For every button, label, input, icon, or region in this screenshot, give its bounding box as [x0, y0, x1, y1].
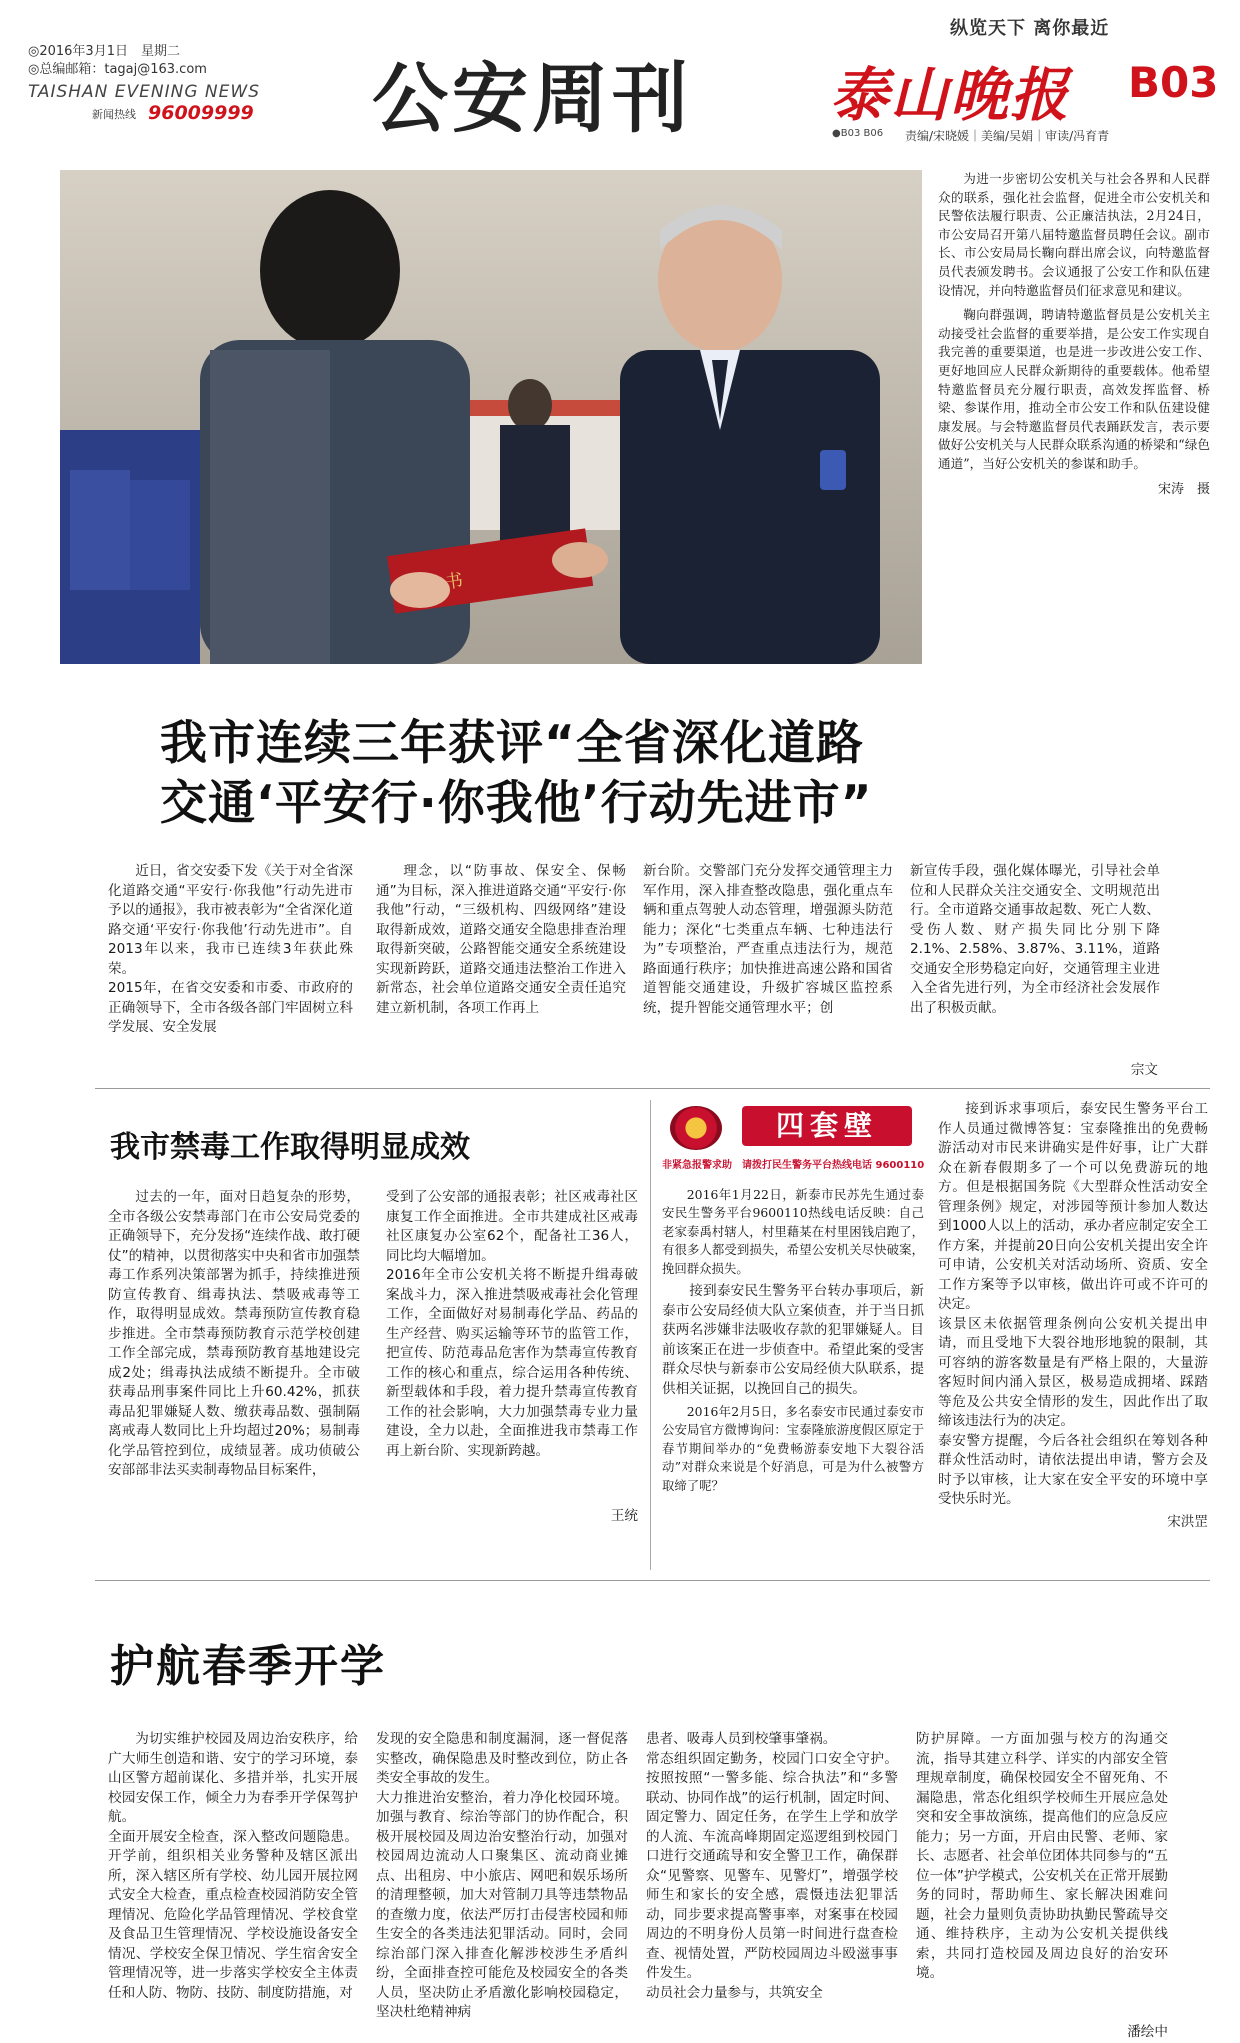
photo-illustration [60, 170, 922, 664]
hotline-number: 96009999 [148, 102, 254, 124]
article4-title: 护航春季开学 [110, 1641, 386, 1692]
article1-col4: 新宣传手段，强化媒体曝光，引导社会单位和人民群众关注交通安全、文明规范出行。全市道路交通事故起数、死亡人数、受伤人数、财产损失同比分别下降2.1%、2.58%、3.87%、3.11%，道路交通安全形势稳定向好，交通管理主业进入全省先进行列，为全市经济社会发展作出了积极贡献。 [910, 863, 1160, 1016]
article4-signature: 潘绘中 [1127, 2024, 1168, 2040]
column-divider [650, 1100, 651, 1570]
photo-credit: 宋涛 摄 [1157, 481, 1210, 497]
article3-logo-subtitle: 非紧急报警求助 请拨打民生警务平台热线电话 9600110 [662, 1160, 925, 1171]
article3-para-3: 2016年2月5日，多名泰安市民通过泰安市公安局官方微博询问：宝泰隆旅游度假区原定于春节期间举办的“免费畅游泰安地下大裂谷活动”对群众来说是个好消息，可是为什么被警方取缔了呢？ [662, 1404, 924, 1493]
meeting-photo [60, 170, 922, 664]
article3-para-1: 2016年1月22日，新泰市民苏先生通过泰安民生警务平台9600110热线电话反映：自己老家泰禹村辖人，村里藉某在村里困钱启跑了，有很多人都受到损失，希望公安机关尽快破案，挽回群众损失。 [662, 1187, 924, 1276]
slogan: 纵览天下 离你最近 [950, 18, 1110, 39]
article1-col2: 理念，以“防事故、保安全、保畅通”为目标，深入推进道路交通“平安行·你我他”行动，“三级机构、四级网络”建设取得新成效，道路交通安全隐患排查治理取得新突破，公路智能交通安全系统建设实现新跨跃，道路交通违法整治工作进入新常态，社会单位道路交通安全责任追究建立新机制，各项工作再上 [376, 863, 626, 1016]
editors-line: 责编/宋晓媛｜美编/吴娟｜审读/冯育青 [905, 129, 1110, 143]
article1-signature: 宗文 [1130, 1062, 1158, 1078]
article2-title: 我市禁毒工作取得明显成效 [110, 1130, 470, 1165]
article2-body [108, 1188, 663, 1558]
page-number: B03 [1128, 58, 1219, 107]
small-page-code: ●B03 B06 [832, 128, 884, 139]
article1-col3: 新台阶。交警部门充分发挥交通管理主力军作用，深入排查整改隐患，强化重点车辆和重点驾驶人动态管理，增强源头防范能力；深化“七类重点车辆、七种违法行为”专项整治，严查重点违法行为，规范路面通行秩序；加快推进高速公路和国省道智能交通建设，升级扩容城区监控系统，提升智能交通管理水平；创 [643, 863, 893, 1016]
article3-signature: 宋洪罡 [1167, 1513, 1208, 1530]
caption-para-2: 鞠向群强调，聘请特邀监督员是公安机关主动接受社会监督的重要举措，是公安工作实现自我完善的重要渠道，也是进一步改进公安工作、更好地回应人民群众新期待的重要载体。他希望特邀监督员充分履行职责，高效发挥监督、桥梁、参谋作用，推动全市公安工作和队伍建设健康发展。与会特邀监督员代表踊跃发言，表示要做好公安机关与人民群众联系沟通的桥梁和“绿色通道”，当好公安机关的参谋和助手。 [938, 307, 1210, 471]
divider-line-2 [95, 1580, 1210, 1581]
police-badge-icon [670, 1106, 722, 1150]
article1-body [108, 862, 1208, 1077]
article4-col4: 防护屏障。一方面加强与校方的沟通交流，指导其建立科学、详实的内部安全管理规章制度，确保校园安全不留死角、不漏隐患，常态化组织学校师生开展应急处突和安全事故演练，提高他们的应急反应能力；另一方面，开启由民警、老师、家长、志愿者、社会单位团体共同参与的“五位一体”护学模式，公安机关在正常开展勤务的同时，帮助师生、家长解决困难问题，社会力量则负责协助执勤民警疏导交通、维持秩序，主动为公安机关提供线索，共同打造校园及周边良好的治安环境。 [916, 1731, 1168, 1981]
caption-para-1: 为进一步密切公安机关与社会各界和人民群众的联系，强化社会监督，促进全市公安机关和民警依法履行职责、公正廉洁执法，2月24日，市公安局召开第八届特邀监督员聘任会议。副市长、市公安局局长鞠向群出席会议，向特邀监督员代表颁发聘书。会议通报了公安工作和队伍建设情况，并向特邀监督员们征求意见和建议。 [938, 171, 1210, 298]
email-line: ◎总编邮箱：tagaj@163.com [28, 62, 207, 77]
article4-col2: 发现的安全隐患和制度漏洞，逐一督促落实整改，确保隐患及时整改到位，防止各类安全事故的发生。 大力推进治安整治，着力净化校园环境。加强与教育、综治等部门的协作配合，积极开展校园及周边治安整治行动，加强对校园周边流动人口聚集区、流动商业摊点、出租房、中小旅店、网吧和娱乐场所的清理整顿，加大对管制刀具等违禁物品的查缴力度，依法严厉打击侵害校园和师生安全的各类违法犯罪活动。同时，会同综治部门深入排查化解涉校涉生矛盾纠纷，全面排查控可能危及校园安全的各类人员，坚决防止矛盾激化影响校园稳定，坚决杜绝精神病 [376, 1731, 628, 2020]
photo-caption [938, 170, 1210, 664]
article4-body [108, 1730, 1208, 2040]
divider-line [95, 1088, 1210, 1089]
english-paper-name: TAISHAN EVENING NEWS [28, 82, 260, 102]
article2-signature: 王统 [610, 1508, 638, 1524]
article3-logo-text: 四套壁 [742, 1106, 912, 1146]
article3-left-column [662, 1186, 924, 1566]
article4-col1: 为切实维护校园及周边治安秩序，给广大师生创造和谐、安宁的学习环境，泰山区警方超前谋化、多措并举，扎实开展校园安保工作，倾全力为春季开学保驾护航。 全面开展安全检查，深入整改问题隐患。开学前，组织相关业务警种及辖区派出所，深入辖区所有学校、幼儿园开展拉网式安全大检查，重点检查校园消防安全管理情况、危险化学品管理情况、学校食堂及食品卫生管理情况、学校设施设备安全情况、学校安全保卫情况、学生宿舍安全管理情况等，进一步落实学校安全主体责任和人防、物防、技防、制度防措施，对 [108, 1731, 358, 2001]
date-line: ◎2016年3月1日 星期二 [28, 44, 180, 59]
article1-title-line1: 我市连续三年获评“全省深化道路 [160, 716, 864, 771]
paper-name-logo: 泰山晚报 [830, 61, 1071, 129]
article2-col1: 过去的一年，面对日趋复杂的形势，全市各级公安禁毒部门在市公安局党委的正确领导下，充分发扬“连续作战、敢打硬仗”的精神，以贯彻落实中央和省市加强禁毒工作系列决策部署为抓手，持续推进预防宣传教育、缉毒执法、禁吸戒毒等工作，取得明显成效。禁毒预防宣传教育稳步推进。全市禁毒预防教育示范学校创建工作全部完成，禁毒预防教育基地建设完成2处；缉毒执法成绩不断提升。全市破获毒品刑事案件同比上升60.42%，抓获毒品犯罪嫌疑人数、缴获毒品数、强制隔离戒毒人数同比上升均超过20%；易制毒化学品管控到位，成绩显著。成功侦破公安部部非法买卖制毒物品目标案件， [108, 1189, 360, 1478]
masthead [0, 0, 1240, 150]
article2-col2: 受到了公安部的通报表彰；社区戒毒社区康复工作全面推进。全市共建成社区戒毒社区康复办公室62个，配备社工36人，同比均大幅增加。 2016年全市公安机关将不断提升缉毒破案战斗力，深入推进禁吸戒毒社会化管理工作，全面做好对易制毒化学品、药品的生产经营、购买运输等环节的监管工作，把宣传、防范毒品危害作为禁毒宣传教育工作的核心和重点，综合运用各种传统、新型载体和手段，着力提升禁毒宣传教育工作的社会影响，大力加强禁毒专业力量建设，全力以赴，全面推进我市禁毒工作再上新台阶、实现新跨越。 [386, 1189, 638, 1459]
article3-para-2: 接到泰安民生警务平台转办事项后，新泰市公安局经侦大队立案侦查，并于当日抓获两名涉嫌非法吸收存款的犯罪嫌疑人。目前该案正在进一步侦查中。希望此案的受害群众尽快与新泰市公安局经侦大队联系，提供相关证据，以挽回自己的损失。 [662, 1283, 924, 1397]
article1-col1: 近日，省交安委下发《关于对全省深化道路交通“平安行·你我他”行动先进市予以的通报》，我市被表彰为“全省深化道路交通‘平安行·你我他’行动先进市”。自2013年以来，我市已连续3年获此殊荣。 2015年，在省交安委和市委、市政府的正确领导下，全市各级各部门牢固树立科学发展、安全发展 [108, 863, 353, 1035]
section-title: 公安周刊 [372, 54, 692, 143]
article3-right-column [938, 1100, 1208, 1570]
svg-text:聘 书: 书 [443, 569, 465, 594]
article4-col3: 患者、吸毒人员到校肇事肇祸。 常态组织固定勤务，校园门口安全守护。按照按照“一警多能、综合执法”和“多警联动、协同作战”的运行机制，固定时间、固定警力、固定任务，在学生上学和放学的人流、车流高峰期固定巡逻组到校园门口进行交通疏导和安全警卫工作，确保群众“见警察、见警车、见警灯”，增强学校师生和家长的安全感，震慑违法犯罪活动，同步要求提高警事率，对案事在校园周边的不明身份人员第一时间进行盘查检查、视情处置，严防校园周边斗殴滋事事件发生。 动员社会力量参与，共筑安全 [646, 1731, 898, 2001]
article1-title-line2: 交通‘平安行·你我他’行动先进市” [160, 776, 873, 831]
article3-logo-box [662, 1100, 924, 1178]
article3-col2: 接到诉求事项后，泰安民生警务平台工作人员通过微博答复：宝泰隆推出的免费畅游活动对市民来讲确实是件好事，让广大群众在新春假期多了一个可以免费游玩的地方。但是根据国务院《大型群众性活动安全管理条例》规定，对涉园等预计参加人数达到1000人以上的活动，承办者应制定安全工作方案，并提前20日向公安机关提出安全许可申请，公安机关对活动场所、资质、安全工作方案等予以审核，做出许可或不许可的决定。 该景区未依据管理条例向公安机关提出申请，而且受地下大裂谷地形地貌的限制，其可容纳的游客数量是有严格上限的，大量游客短时间内涌入景区，极易造成拥堵、踩踏等危及公共安全情形的发生，因此作出了取缔该违法行为的决定。 泰安警方提醒，今后各社会组织在筹划各种群众性活动时，请依法提出申请，警方会及时予以审核，让大家在安全平安的环境中享受快乐时光。 [938, 1101, 1208, 1507]
hotline-label: 新闻热线 [92, 108, 136, 121]
